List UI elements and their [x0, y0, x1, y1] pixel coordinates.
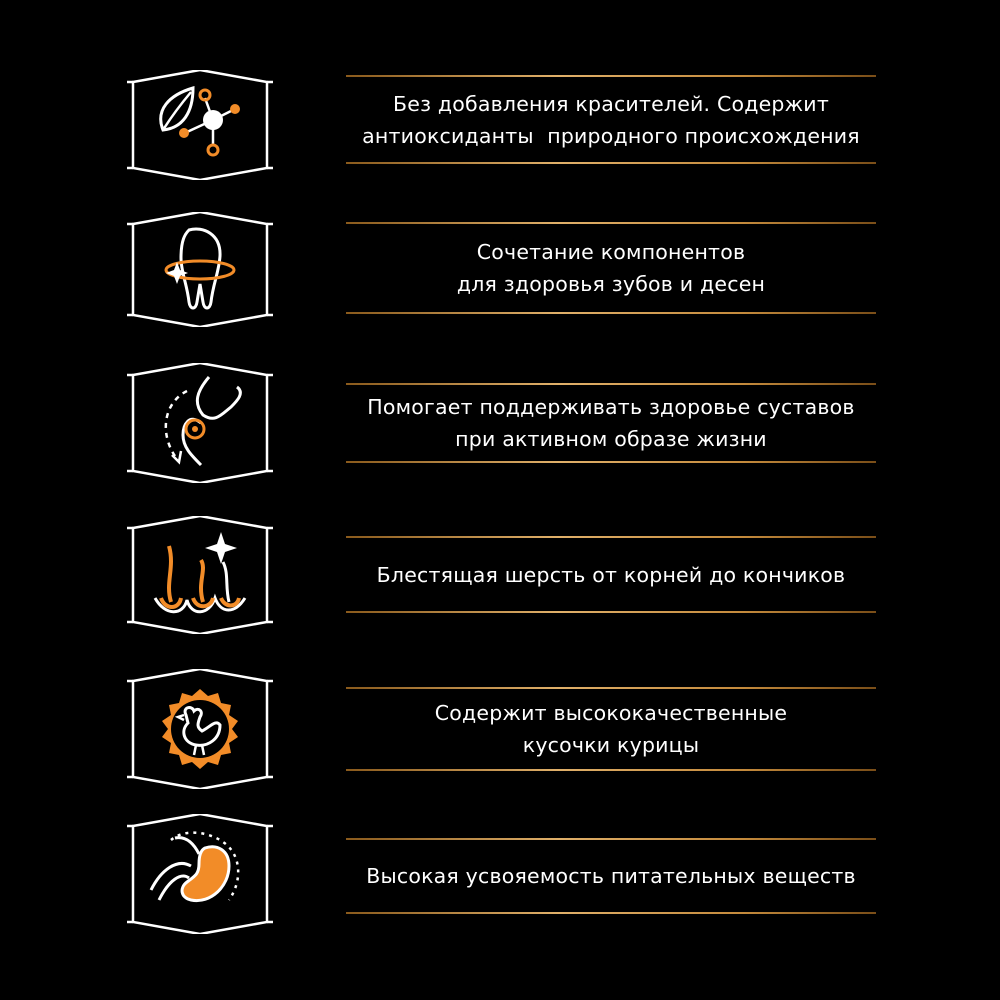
feature-item-teeth — [0, 222, 1000, 314]
feature-caption — [346, 385, 876, 461]
feature-badge — [125, 669, 275, 799]
feature-badge — [125, 814, 275, 944]
digestion-icon — [125, 814, 275, 934]
caption-line: Сочетание компонентов — [476, 240, 746, 264]
feature-item-coat — [0, 536, 1000, 613]
gold-rule-bottom — [346, 312, 876, 314]
feature-item-no-colorants — [0, 75, 1000, 164]
feature-badge — [125, 70, 275, 200]
joint-icon — [125, 363, 275, 483]
caption-line: Без добавления красителей. Содержит — [393, 91, 829, 116]
feature-caption — [346, 77, 876, 162]
feature-badge — [125, 212, 275, 342]
feature-item-joints — [0, 383, 1000, 463]
shiny-coat-icon — [125, 516, 275, 634]
caption-line: Содержит высококачественные — [434, 701, 788, 725]
gold-rule-bottom — [346, 769, 876, 771]
chicken-badge-icon — [125, 669, 275, 789]
feature-badge — [125, 516, 275, 646]
leaf-molecule-icon — [125, 70, 275, 180]
feature-item-digestion — [0, 838, 1000, 914]
feature-caption — [346, 840, 876, 912]
caption-line: кусочки курицы — [522, 733, 700, 757]
caption-line: Высокая усвояемость питательных веществ — [366, 864, 856, 888]
caption-line: Помогает поддерживать здоровье суставов — [367, 395, 855, 419]
feature-caption — [346, 224, 876, 312]
caption-line: для здоровья зубов и десен — [456, 272, 766, 296]
caption-line: Блестящая шерсть от корней до кончиков — [376, 562, 846, 587]
feature-badge — [125, 363, 275, 493]
feature-item-chicken — [0, 687, 1000, 771]
gold-rule-bottom — [346, 162, 876, 164]
tooth-icon — [125, 212, 275, 327]
feature-caption — [346, 689, 876, 769]
caption-line: антиоксиданты природного происхождения — [362, 123, 860, 148]
gold-rule-bottom — [346, 461, 876, 463]
feature-caption — [346, 538, 876, 611]
gold-rule-bottom — [346, 912, 876, 914]
gold-rule-bottom — [346, 611, 876, 613]
caption-line: при активном образе жизни — [455, 427, 767, 451]
